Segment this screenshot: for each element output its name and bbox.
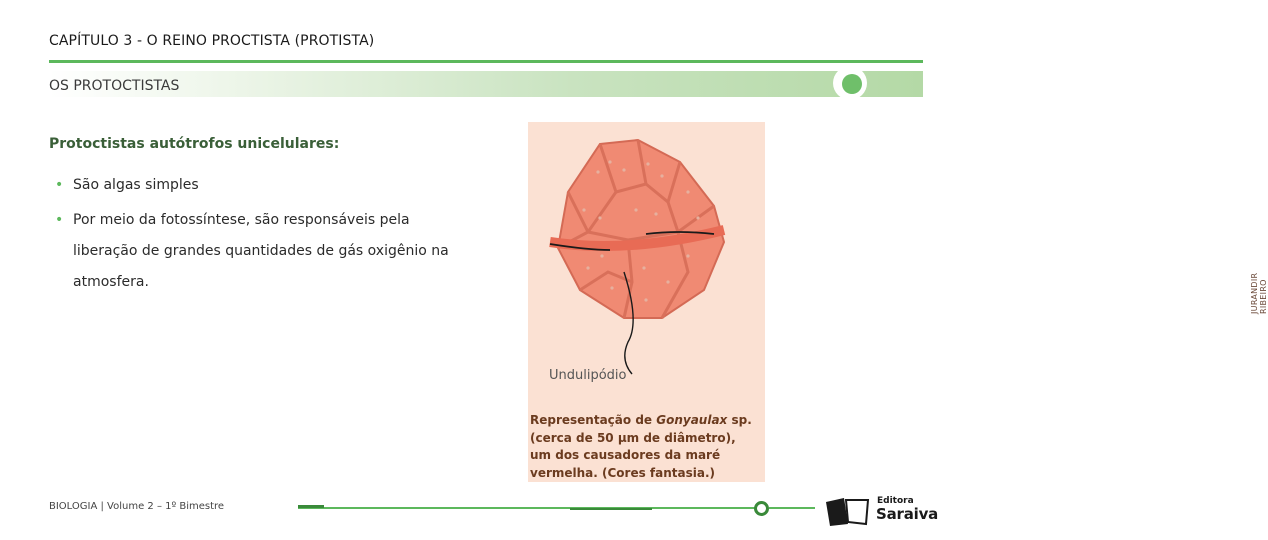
footer-divider [298, 507, 756, 509]
bullet-text: Por meio da fotossíntese, são responsáveis pela liberação de grandes quantidades de gás oxigênio na atmosfera. [73, 212, 449, 290]
section-band [49, 71, 923, 97]
caption-pre: Representação de [530, 413, 657, 427]
bullet-icon: • [55, 177, 64, 193]
bullet-icon: • [55, 212, 64, 228]
content-subheading: Protoctistas autótrofos unicelulares: [49, 136, 340, 152]
gonyaulax-illustration [528, 122, 744, 406]
bullet-text: São algas simples [73, 177, 199, 193]
logo-text-top: Editora [877, 496, 914, 506]
list-item [49, 170, 469, 201]
header-divider [49, 60, 923, 63]
caption-species: Gonyaulax [656, 413, 728, 427]
footer-circle-icon [754, 501, 769, 516]
footer-divider-accent [570, 508, 652, 510]
section-dot-icon [842, 74, 862, 94]
figure-credit: JURANDIR RIBEIRO [1250, 272, 1268, 314]
footer-divider-right [769, 507, 815, 509]
footer-divider-accent [298, 505, 324, 508]
bullet-list [49, 170, 469, 302]
footer-text: BIOLOGIA | Volume 2 – 1º Bimestre [49, 501, 225, 512]
logo-text-main: Saraiva [876, 505, 939, 523]
chapter-title: CAPÍTULO 3 - O REINO PROCTISTA (PROTISTA) [49, 33, 375, 49]
figure-caption [530, 412, 758, 482]
caption-post: sp. (cerca de 50 µm de diâmetro), um dos causadores da maré vermelha. (Cores fantasia.) [530, 413, 752, 480]
list-item [49, 205, 469, 298]
undulipodio-label: Undulipódio [549, 368, 627, 383]
section-title: OS PROTOCTISTAS [49, 78, 180, 94]
